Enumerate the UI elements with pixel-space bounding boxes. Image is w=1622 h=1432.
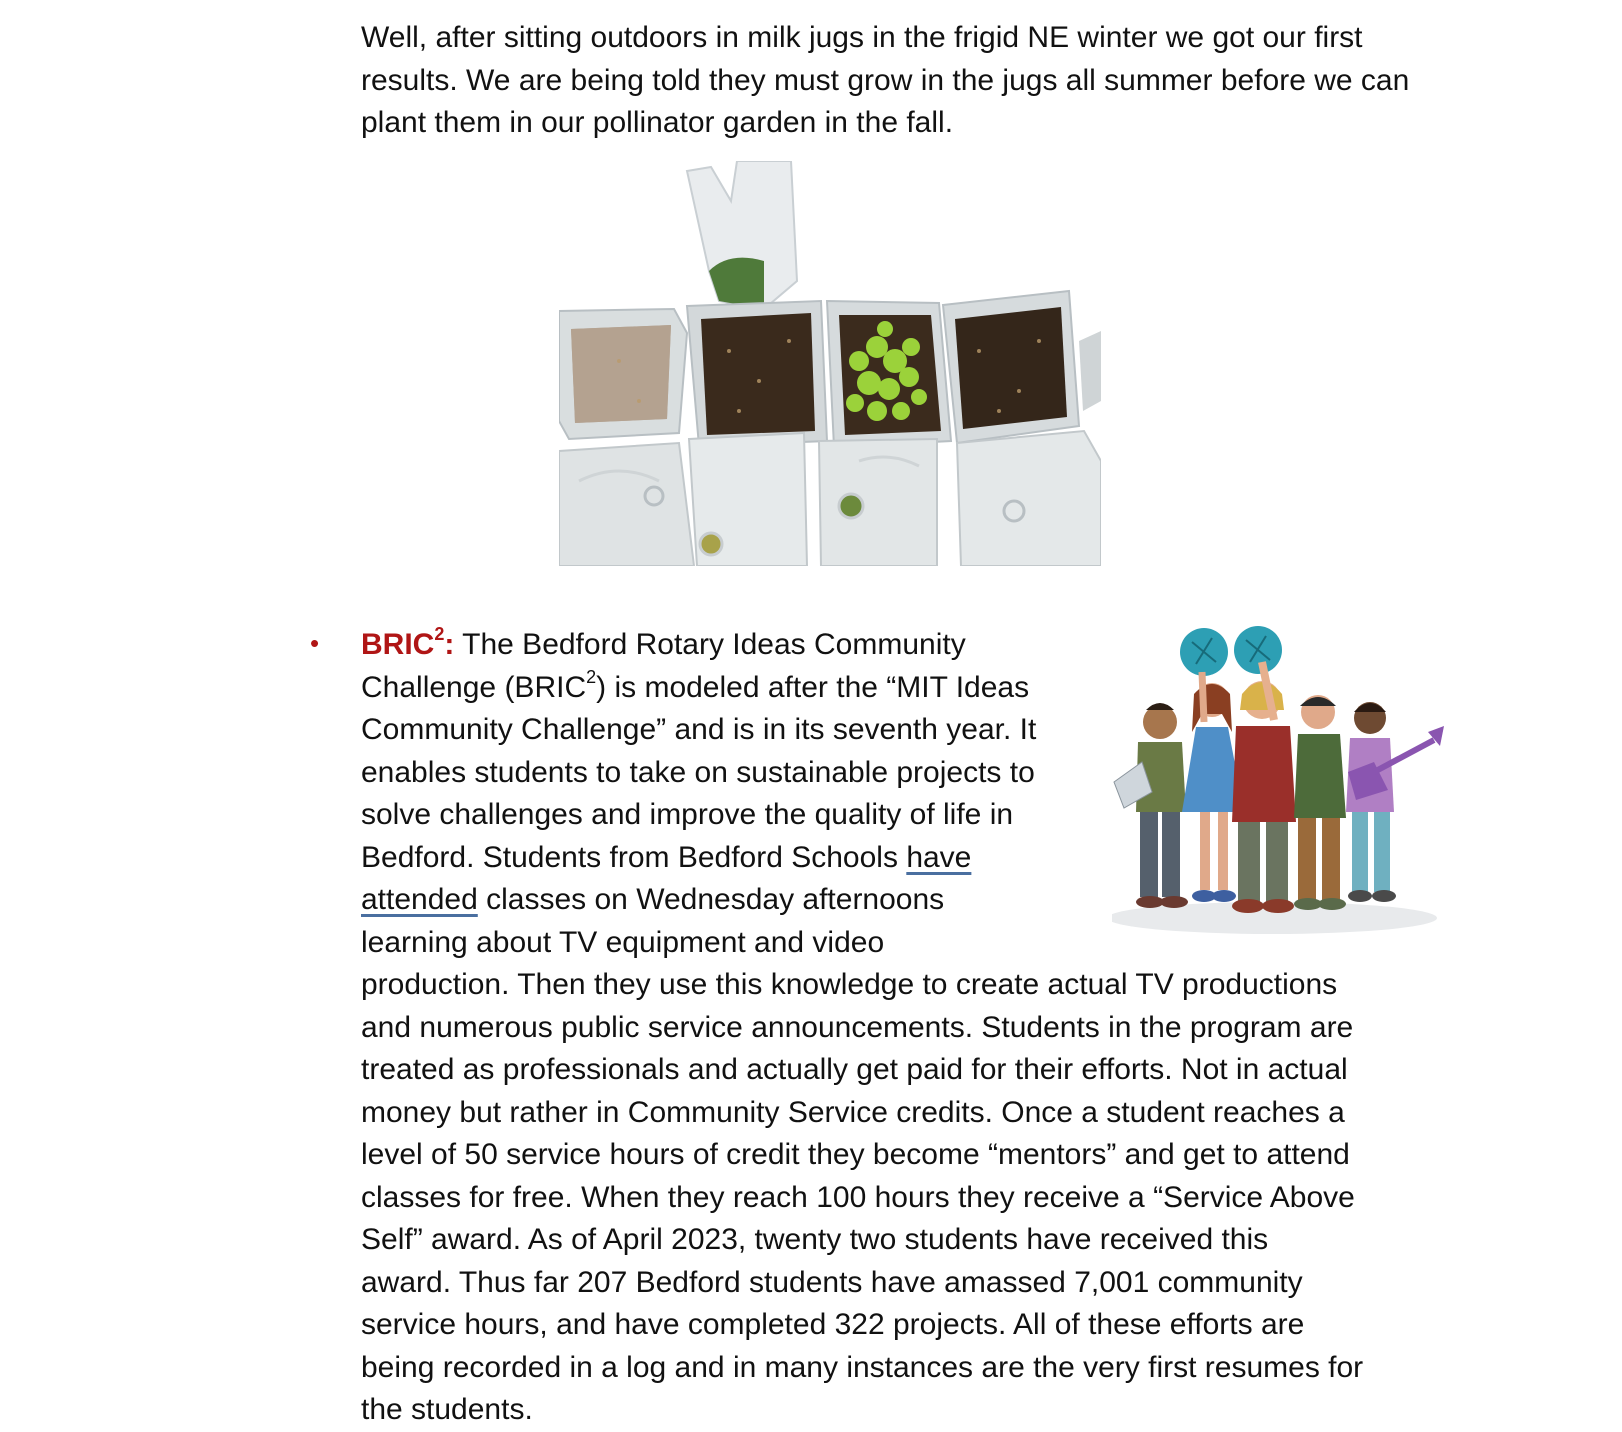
have-attended-link[interactable]: have [906,840,972,874]
list-bullet: • [310,628,320,658]
intro-line: Well, after sitting outdoors in milk jugs in the frigid NE winter we got our first [361,21,1363,54]
bric-line: level of 50 service hours of credit they become “mentors” and get to attend [361,1138,1350,1171]
bric-line: being recorded in a log and in many instances are the very first resumes for [361,1350,1364,1384]
bric-line: and numerous public service announcements. Students in the program are [361,1010,1354,1044]
bric-line: BRIC$^2$: The Bedford Rotary Ideas Community [361,624,966,661]
bric-line: attended classes on Wednesday afternoons [361,883,945,916]
bric-title: BRIC$^2$: [361,624,455,661]
bric-line: enables students to take on sustainable projects to [361,755,1035,789]
bric-line: money but rather in Community Service credits. Once a student reaches a [361,1095,1345,1129]
bric-line: service hours, and have completed 322 projects. All of these efforts are [361,1308,1305,1341]
bric-line: award. Thus far 207 Bedford students have amassed 7,001 community [361,1265,1303,1299]
bric-line: Community Challenge” and is in its seventh year. It [361,713,1037,746]
intro-paragraph [361,17,1511,145]
bric-line: learning about TV equipment and video [361,925,885,959]
bric-line: production. Then they use this knowledge to create actual TV productions [361,968,1338,1001]
bric-line: Challenge (BRIC$^2$) is modeled after the “MIT Ideas [361,666,1030,704]
students-cartoon-illustration [1112,622,1450,940]
seed-jugs-photo [559,161,1101,566]
have-attended-link[interactable]: attended [361,883,478,916]
bric-line: classes for free. When they reach 100 hours they receive a “Service Above [361,1180,1355,1214]
bric-line: solve challenges and improve the quality of life in [361,798,1014,831]
bric-line: Self” award. As of April 2023, twenty two students have received this [361,1223,1269,1256]
bric-line: treated as professionals and actually get paid for their efforts. Not in actual [361,1053,1348,1086]
bric-line: Bedford. Students from Bedford Schools have [361,840,972,874]
intro-line: results. We are being told they must grow in the jugs all summer before we can [361,63,1410,97]
bric-line: the students. [361,1393,533,1426]
intro-line: plant them in our pollinator garden in the fall. [361,106,954,139]
